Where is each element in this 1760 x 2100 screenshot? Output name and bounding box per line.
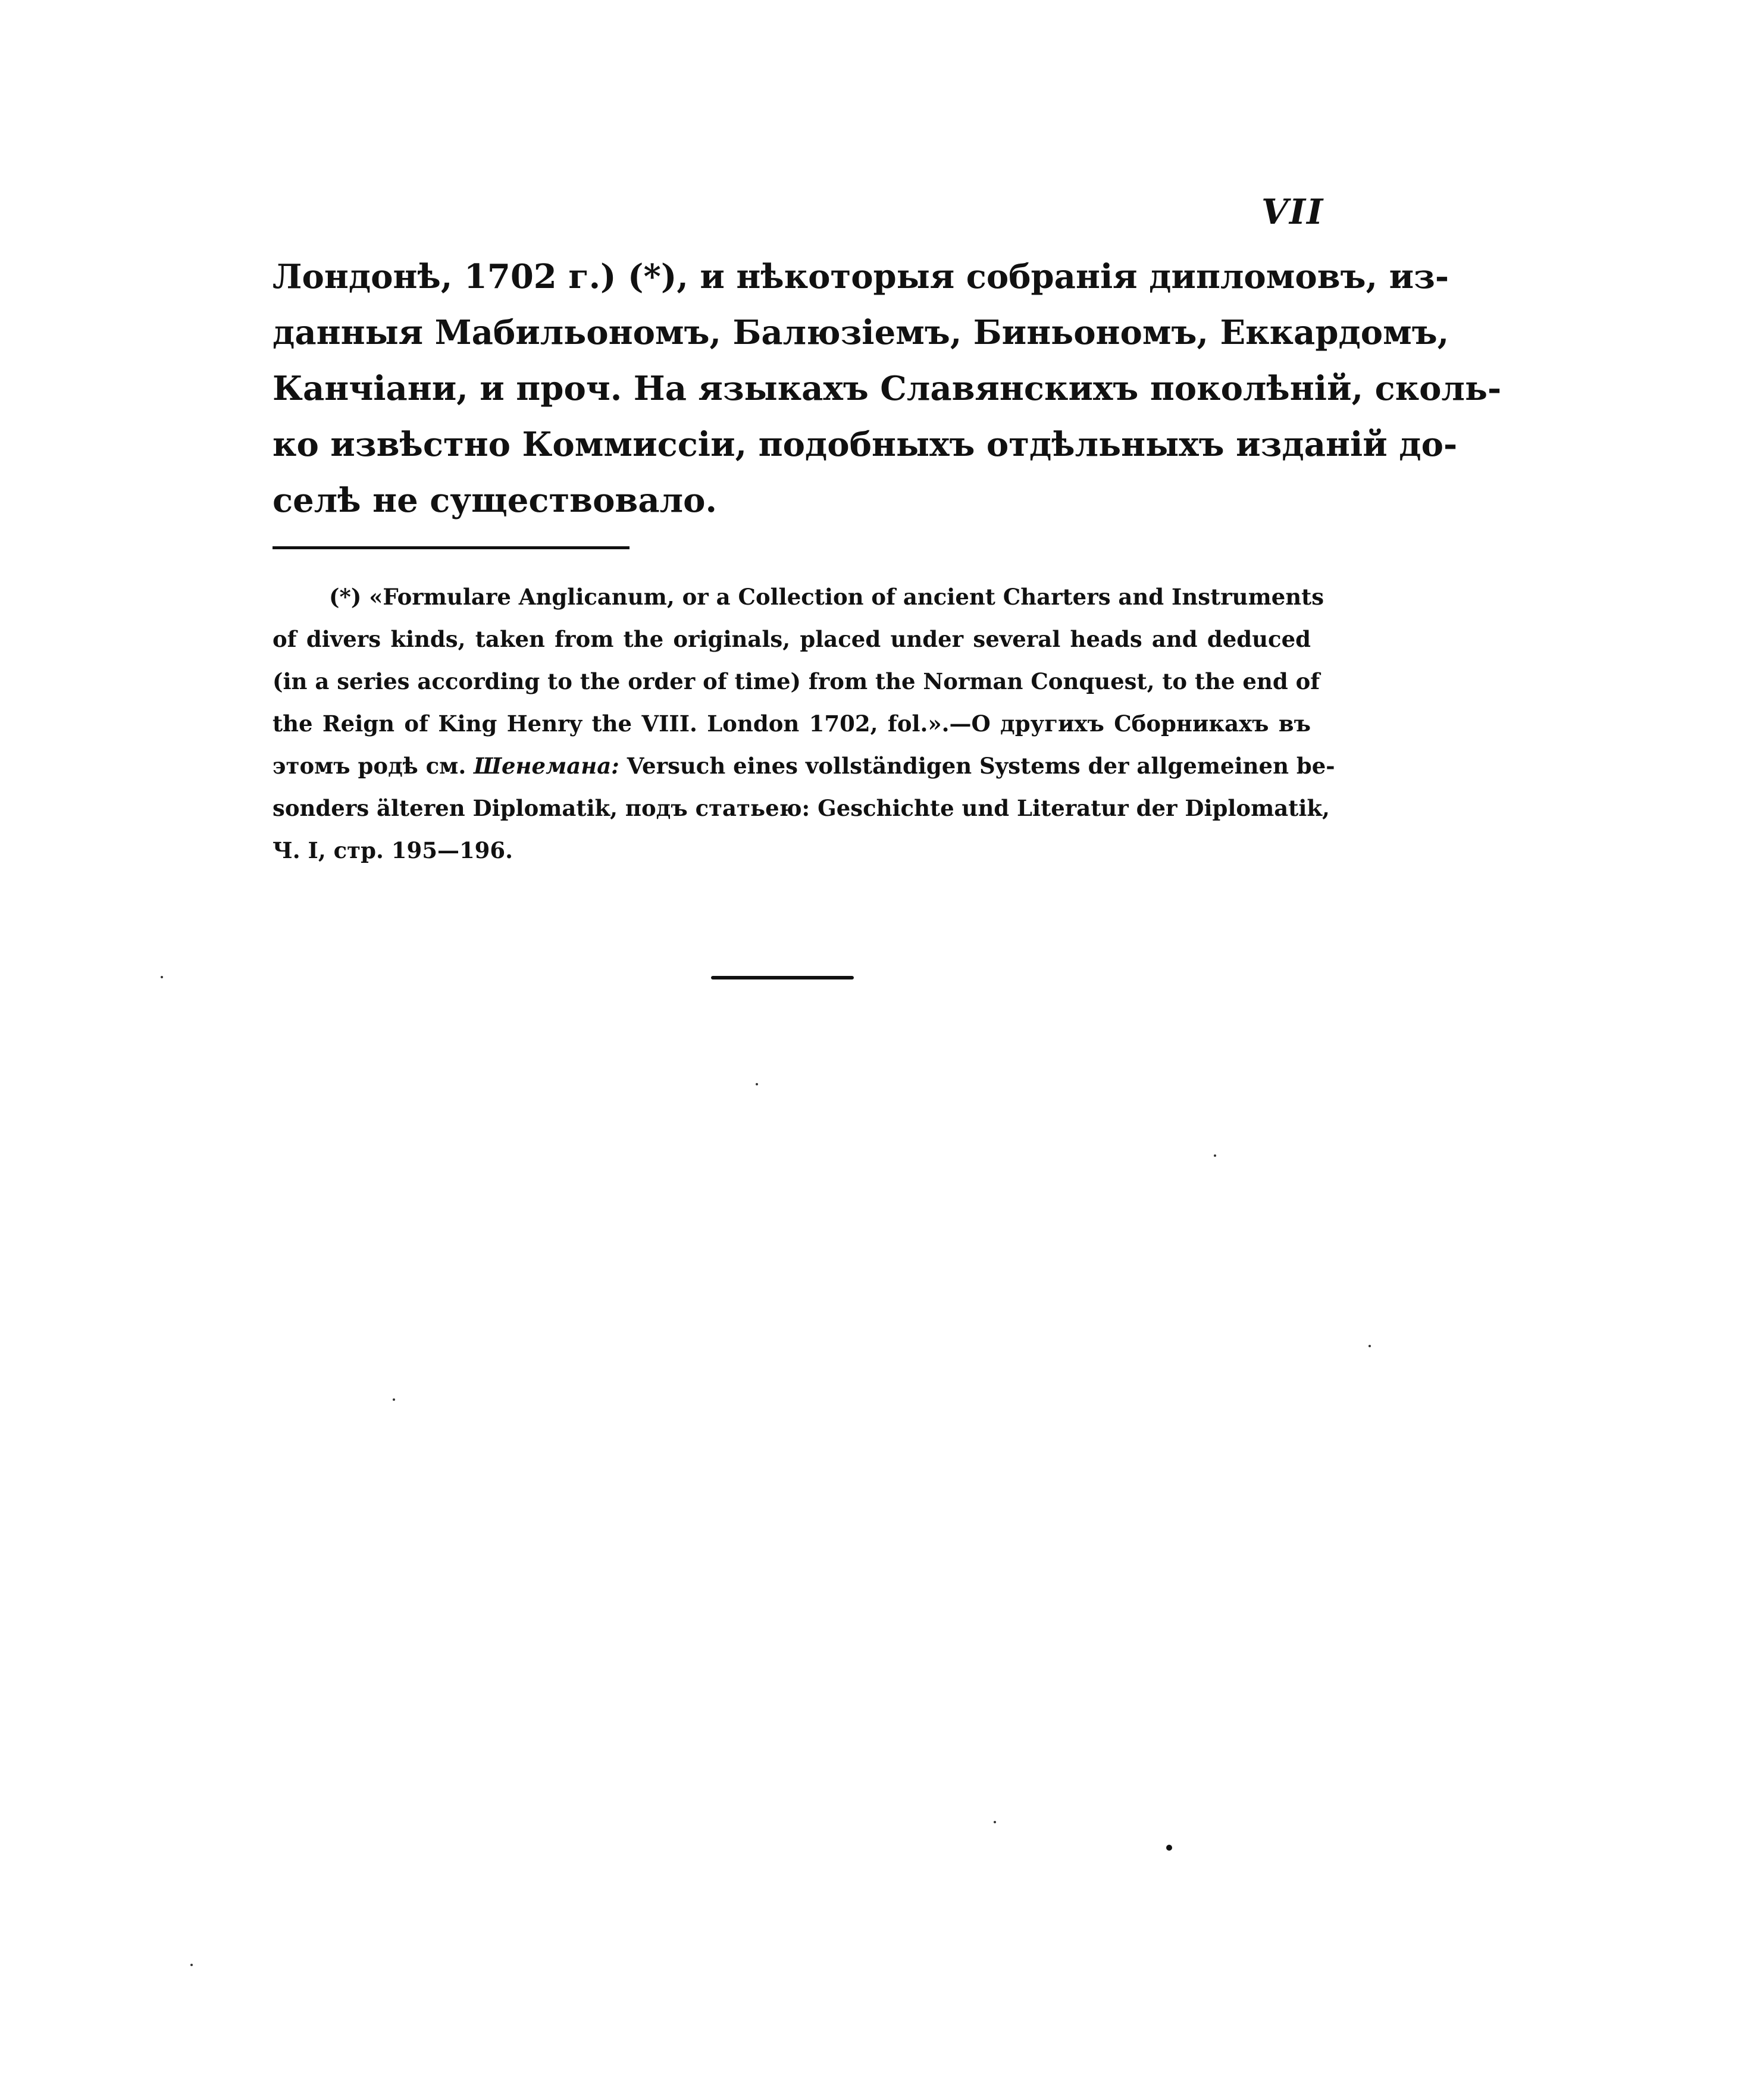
main-text-line: Лондонѣ, 1702 г.) (*), и нѣкоторыя собранія дипломовъ, из-: [273, 257, 1449, 296]
footnote-line: of divers kinds, taken from the originals, placed under several heads and deduced: [273, 626, 1311, 652]
footnote-line: Ч. I, стр. 195—196.: [273, 837, 513, 863]
footnote-text: Versuch eines vollständigen Systems der allgemeinen be-: [627, 753, 1335, 779]
paper-speck: [994, 1821, 996, 1823]
paper-speck: [1214, 1154, 1216, 1157]
main-text-line: ко извѣстно Коммиссіи, подобныхъ отдѣльныхъ изданій до-: [273, 425, 1458, 464]
paper-speck: [1368, 1345, 1371, 1347]
footnote-line: (in a series according to the order of time) from the Norman Conquest, to the end of: [273, 668, 1320, 694]
footnote-text: этомъ родѣ см.: [273, 753, 466, 779]
main-text-line: Канчіани, и проч. На языкахъ Славянскихъ поколѣній, сколь-: [273, 369, 1502, 408]
main-text: [273, 249, 1502, 528]
footnote-line: (*) «Formulare Anglicanum, or a Collection of ancient Charters and Instruments: [329, 584, 1324, 610]
end-ornament-rule: [711, 976, 854, 979]
footnote-divider: [273, 546, 630, 549]
footnote-line: sonders älteren Diplomatik, подъ статьею: Geschichte und Literatur der Diplomatik,: [273, 795, 1330, 821]
page-number: VII: [1261, 192, 1324, 232]
main-text-line: селѣ не существовало.: [273, 481, 717, 520]
paper-speck: [756, 1083, 758, 1085]
paper-speck: [161, 976, 163, 978]
author-name: Шенемана:: [474, 753, 619, 779]
paper-speck: [1166, 1845, 1172, 1851]
footnote-line: [273, 745, 1335, 787]
paper-speck: [393, 1398, 395, 1401]
main-text-line: данныя Мабильономъ, Балюзіемъ, Биньономъ, Еккардомъ,: [273, 313, 1449, 352]
footnote-line: the Reign of King Henry the VIII. London 1702, fol.».—О другихъ Сборникахъ въ: [273, 711, 1311, 737]
paper-speck: [190, 1964, 193, 1966]
footnote: [273, 576, 1335, 872]
